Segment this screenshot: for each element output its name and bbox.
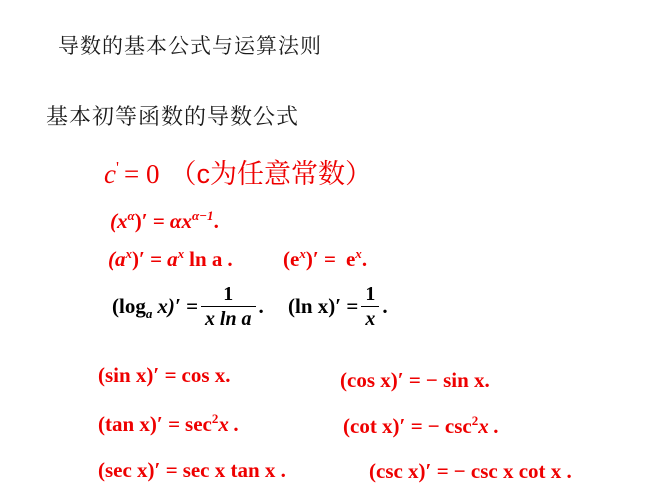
formula-expa-ln: ln a	[189, 247, 223, 271]
formula-natural-log	[288, 284, 388, 332]
formula-lnx-lhs: (ln x)′ =	[288, 293, 359, 318]
formula-expa-base: a	[167, 247, 178, 271]
formula-lnx-denominator: x	[365, 307, 376, 330]
formula-exponential-e	[283, 246, 367, 272]
formula-expa-lhs: (a	[108, 247, 126, 271]
formula-tan-lhs: (tan x)′ =	[98, 412, 181, 436]
formula-cot-rhs: − csc	[427, 414, 472, 438]
formula-secant	[98, 458, 286, 483]
formula-cot-variable: x .	[478, 414, 500, 438]
formula-power-exponent: α−1	[191, 208, 214, 223]
formula-expa-period: .	[227, 247, 233, 271]
formula-loga-base: a	[145, 305, 153, 321]
formula-power-variable: x	[181, 209, 192, 233]
formula-tan-rhs: sec	[185, 412, 212, 436]
formula-expa-lhs-exponent: x	[125, 246, 133, 261]
formula-sin-rhs: cos x.	[181, 363, 231, 387]
formula-expe-lhs-exponent: x	[299, 246, 306, 261]
formula-power-lhs-exponent: α	[127, 208, 135, 223]
formula-cot-lhs: (cot x)′ =	[343, 414, 423, 438]
formula-expe-base: e	[345, 247, 356, 271]
formula-loga-numerator: 1	[223, 283, 234, 305]
formula-log-base-a	[112, 284, 264, 332]
section-heading: 基本初等函数的导数公式	[46, 104, 300, 129]
formula-loga-lhs: (log	[112, 293, 146, 318]
formula-lnx-fraction	[361, 283, 379, 331]
formula-power-period: .	[213, 209, 219, 233]
page-title: 导数的基本公式与运算法则	[58, 35, 322, 58]
formula-sec-rhs: sec x tan x .	[182, 458, 286, 482]
formula-sine	[98, 363, 231, 388]
formula-power-rule	[110, 208, 219, 234]
formula-power-lhs: (x	[110, 209, 128, 233]
formula-expe-lhs: (e	[283, 247, 300, 271]
formula-loga-fraction	[201, 283, 256, 331]
formula-sec-lhs: (sec x)′ =	[98, 458, 178, 482]
formula-constant-note: （c为任意常数）	[169, 159, 372, 189]
formula-expe-exponent: x	[355, 246, 362, 261]
formula-constant-eq: = 0	[124, 159, 160, 189]
formula-csc-lhs: (csc x)′ =	[369, 459, 449, 483]
formula-cot-exponent: 2	[471, 413, 479, 428]
formula-expa-lhs-close: )′ =	[132, 247, 163, 271]
formula-expe-period: .	[361, 247, 368, 271]
formula-cosecant	[369, 459, 572, 484]
formula-expe-lhs-close: )′ =	[305, 247, 336, 271]
formula-tan-exponent: 2	[211, 411, 219, 426]
formula-loga-period: .	[258, 293, 264, 318]
formula-constant-derivative	[104, 152, 372, 191]
formula-power-coefficient: α	[169, 209, 182, 233]
formula-power-lhs-close: )′ =	[134, 209, 165, 233]
formula-cos-lhs: (cos x)′ =	[340, 368, 421, 392]
formula-tan-variable: x .	[218, 412, 240, 436]
formula-lnx-numerator: 1	[365, 283, 376, 305]
formula-loga-denominator: x ln a	[204, 307, 252, 330]
formula-cotangent	[343, 413, 499, 439]
formula-cos-rhs: − sin x.	[425, 368, 490, 392]
formula-lnx-period: .	[382, 293, 388, 318]
formula-loga-arg: x)′ =	[157, 293, 198, 318]
formula-exponential-a	[108, 246, 233, 272]
formula-cosine	[340, 368, 490, 393]
formula-constant-prime: '	[115, 158, 119, 177]
formula-sin-lhs: (sin x)′ =	[98, 363, 177, 387]
formula-constant-lhs: c	[104, 159, 116, 189]
formula-tangent	[98, 411, 239, 437]
formula-expa-exponent: x	[177, 246, 185, 261]
formula-csc-rhs: − csc x cot x .	[453, 459, 572, 483]
